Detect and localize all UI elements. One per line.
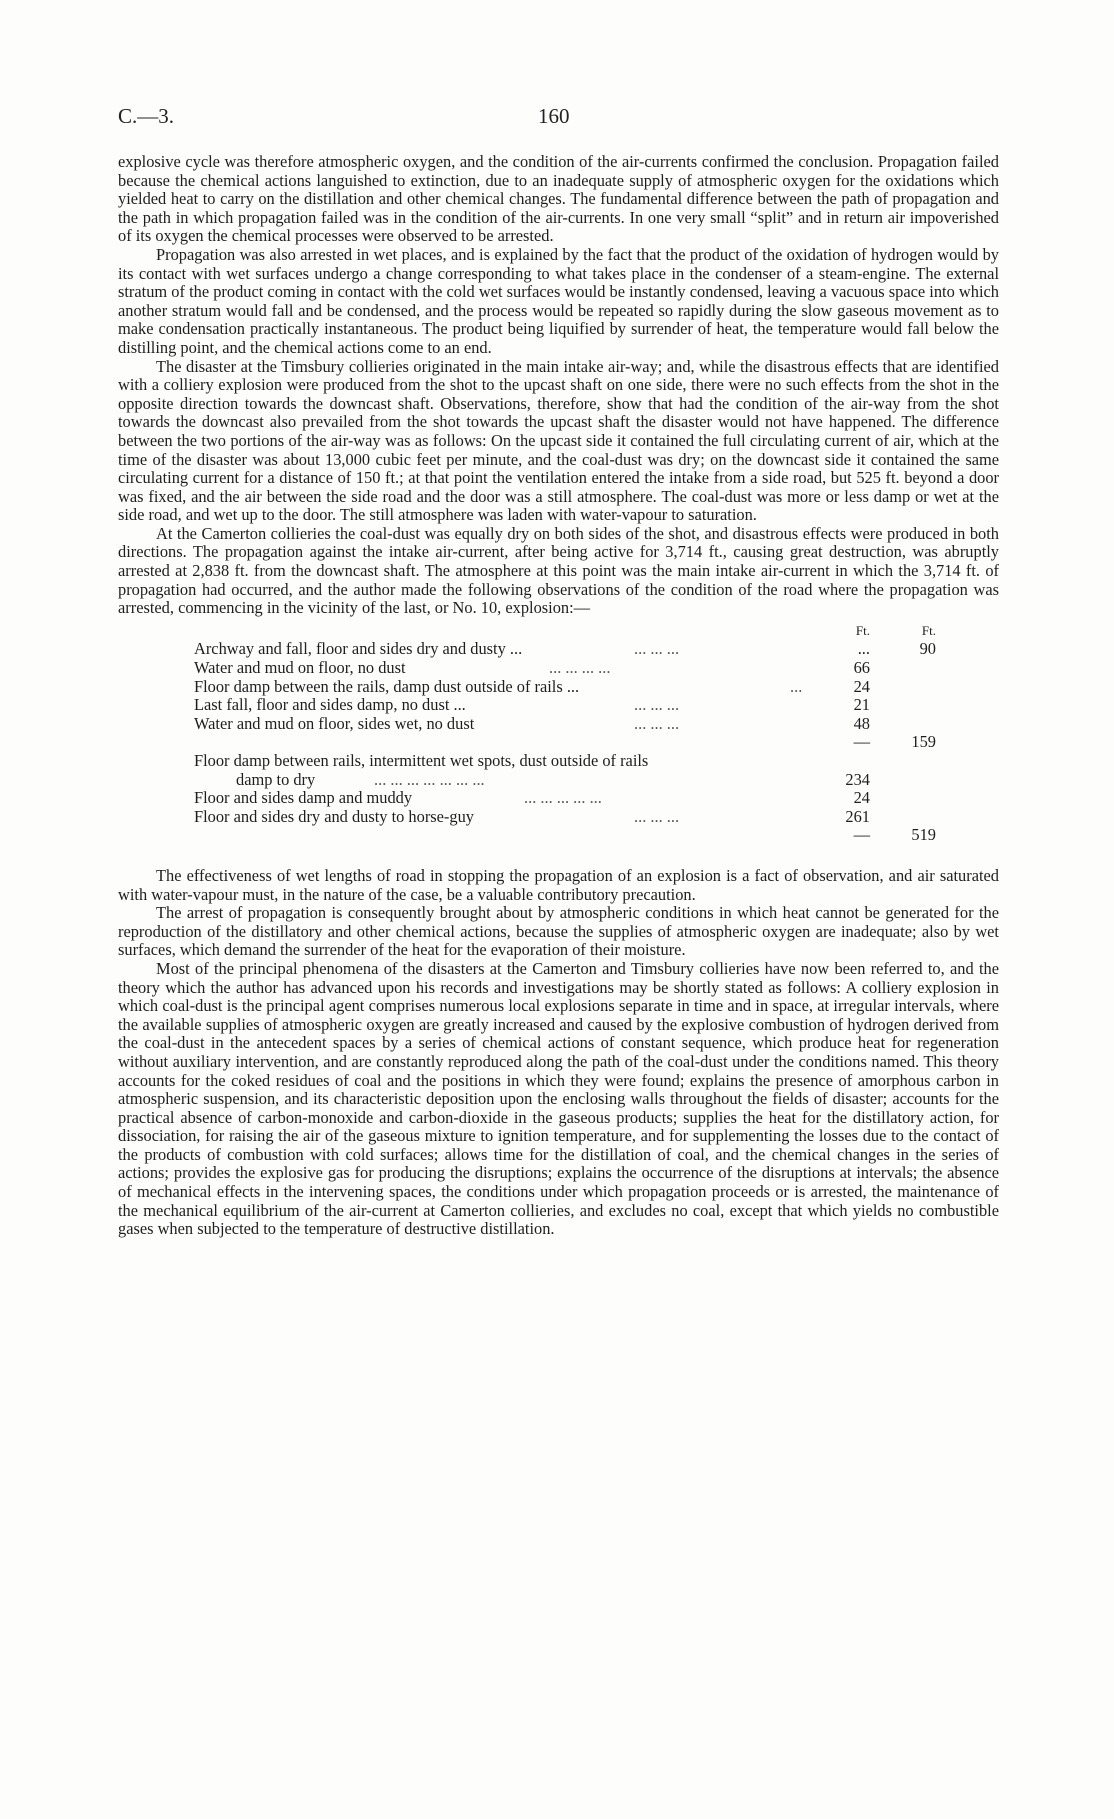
row-ft-total: 90 xyxy=(919,639,936,659)
paragraph: Most of the principal phenomena of the disasters at the Camerton and Timsbury collieries have now been referred to, and the theory which the author has advanced upon his records and investigations may be shortly stated as follows: A colliery explosion in which coal-dust is the principal agent comprises numerous local explosions separate in time and in space, at irregular intervals, where the available supplies of atmospheric oxygen are greatly increased and caused by the explosive combustion of hydrogen derived from the coal-dust in the antecedent spaces by a series of chemical actions of constant sequence, which produce heat for regeneration without auxiliary intervention, and are constantly reproduced along the path of the coal-dust under the conditions named. This theory accounts for the coked residues of coal and the positions in which they were found; explains the presence of amorphous carbon in atmospheric suspension, and its characteristic deposition upon the enclosing walls throughout the fields of disaster; accounts for the practical absence of carbon-monoxide and carbon-dioxide in the gaseous products; supplies the heat for the distillatory action, for dissociation, for raising the air of the gaseous mixture to ignition temperature, and for supplementing the losses due to the contact of the products of combustion with cold surfaces; allows time for the distillation of coal, and the chemical changes in the series of actions; provides the explosive gas for producing the disruptions; explains the occurrence of the disruptions at intervals; the absence of mechanical effects in the intervening spaces, the conditions under which propagation proceeds or is arrested, the maintenance of the mechanical equilibrium of the air-current at Camerton collieries, and excludes no coal, except that which yields no combustible gases when subjected to the temperature of destructive distillation. xyxy=(118,958,999,1239)
column-header-ft: Ft. xyxy=(855,622,870,638)
paragraph: At the Camerton collieries the coal-dust was equally dry on both sides of the shot, and disastrous effects were produced in both directions. The propagation against the intake air-current, after being active for 3,714 ft., causing great destruction, was abruptly arrested at 2,838 ft. from the downcast shaft. The atmosphere at this point was the main intake air-current in which the 3,714 ft. of propagation had occurred, and the author made the following observations of the condition of the road where the propagation was arrested, commencing in the vicinity of the last, or No. 10, explosion:— xyxy=(118,523,999,618)
row-ft-value: 261 xyxy=(845,806,870,826)
row-description: Floor and sides damp and muddy xyxy=(194,788,413,808)
table-row xyxy=(194,640,934,659)
row-description: Water and mud on floor, no dust xyxy=(194,658,406,678)
table-row xyxy=(194,715,934,734)
row-ft-value: 48 xyxy=(853,713,870,733)
table-total-row xyxy=(194,826,934,845)
row-description: damp to dry xyxy=(236,769,316,789)
leader-dots: ... ... ... ... xyxy=(549,658,611,678)
row-description: Water and mud on floor, sides wet, no dust xyxy=(194,713,475,733)
leader-dots: ... ... ... xyxy=(634,695,680,715)
paragraph: The arrest of propagation is consequently brought about by atmospheric conditions in which heat cannot be generated for the reproduction of the distillatory and other chemical actions, because the supplies of atmospheric oxygen are inadequate; also by wet surfaces, which demand the surrender of the heat for the evaporation of their moisture. xyxy=(118,903,999,960)
paragraph: The disaster at the Timsbury collieries originated in the main intake air-way; and, while the disastrous effects that are identified with a colliery explosion were produced from the shot to the upcast shaft on one side, there were no such effects from the shot in the opposite direction towards the downcast shaft. Observations, therefore, show that had the condition of the air-way from the shot towards the downcast also prevailed from the shot towards the upcast shaft the disaster would not have happened. The difference between the two portions of the air-way was as follows: On the upcast side it contained the full circulating current of air, which at the time of the disaster was about 13,000 cubic feet per minute, and the coal-dust was dry; on the downcast side it contained the same circulating current for a distance of 150 ft.; at that point the ventilation entered the intake from a side road, but 525 ft. beyond a door was fixed, and the air between the side road and the door was a still atmosphere. The coal-dust was more or less damp or wet at the side road, and wet up to the door. The still atmosphere was laden with water-vapour to saturation. xyxy=(118,356,999,525)
leader-dots: ... ... ... xyxy=(634,806,680,826)
paragraph: The effectiveness of wet lengths of road in stopping the propagation of an explosion is a fact of observation, and air saturated with water-vapour must, in the nature of the case, be a valuable contributory precaution. xyxy=(118,865,999,904)
row-ft-value: 24 xyxy=(853,788,870,808)
road-condition-table xyxy=(194,622,934,845)
row-description: Last fall, floor and sides damp, no dust ... xyxy=(194,695,466,715)
row-ft-value: 66 xyxy=(853,658,870,678)
table-row xyxy=(194,771,934,790)
table-row xyxy=(194,752,934,771)
row-ft-value: 21 xyxy=(853,695,870,715)
row-ft-value: ... xyxy=(857,639,870,659)
leader-dots: ... ... ... xyxy=(634,713,680,733)
row-ft-value: 24 xyxy=(853,676,870,696)
document-body xyxy=(118,153,999,1239)
paragraph: Propagation was also arrested in wet places, and is explained by the fact that the product of the oxidation of hydrogen would by its contact with wet surfaces undergo a change corresponding to what takes place in the condenser of a steam-engine. The external stratum of the product coming in contact with the cold wet surfaces would be instantly condensed, leaving a vacuous space into which another stratum would fall and be condensed, and the process would be repeated so rapidly during the slow gaseous movement as to make condensation practically instantaneous. The product being liquified by surrender of heat, the temperature would fall below the distilling point, and the chemical actions come to an end. xyxy=(118,244,999,357)
paragraph: explosive cycle was therefore atmospheric oxygen, and the condition of the air-currents confirmed the conclusion. Propagation failed because the chemical actions languished to extinction, due to an inadequate supply of atmospheric oxygen for the oxidations which yielded heat to carry on the distillation and other chemical changes. The fundamental difference between the path of propagation and the path in which propagation failed was in the condition of the air-currents. In one very small “split” and in return air impoverished of its oxygen the chemical processes were observed to be arrested. xyxy=(118,152,999,246)
row-description: Floor and sides dry and dusty to horse-guy xyxy=(194,806,474,826)
leader-dots: ... ... ... xyxy=(634,639,680,659)
page-header xyxy=(118,104,998,132)
row-description: Floor damp between rails, intermittent wet spots, dust outside of rails xyxy=(194,751,649,770)
leader-dots: ... ... ... ... ... ... ... xyxy=(374,769,485,789)
table-header-row xyxy=(194,622,934,641)
row-ft-value: 234 xyxy=(845,769,870,789)
table-row xyxy=(194,808,934,827)
column-header-ft: Ft. xyxy=(921,622,936,638)
table-row xyxy=(194,659,934,678)
report-reference: C.—3. xyxy=(118,104,175,128)
table-row xyxy=(194,789,934,808)
total-value: 519 xyxy=(911,825,936,845)
page-number: 160 xyxy=(538,104,570,128)
total-rule: — xyxy=(853,825,870,845)
subtotal-value: 159 xyxy=(911,732,936,752)
subtotal-rule: — xyxy=(853,732,870,752)
leader-dots: ... xyxy=(790,676,803,696)
row-description: Floor damp between the rails, damp dust outside of rails ... xyxy=(194,676,580,696)
row-description: Archway and fall, floor and sides dry and dusty ... xyxy=(194,639,523,659)
table-row xyxy=(194,678,934,697)
table-row xyxy=(194,696,934,715)
leader-dots: ... ... ... ... ... xyxy=(524,788,602,808)
table-subtotal-row xyxy=(194,733,934,752)
